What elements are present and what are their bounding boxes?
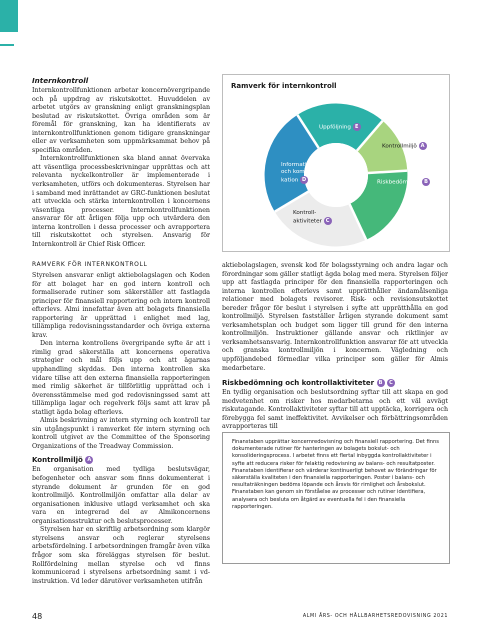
corner-accent [0,0,18,32]
badge-a: A [419,142,427,150]
badge-a-heading: A [85,456,93,464]
risk-heading: Riskbedömning och kontrollaktiviteter B C [222,379,448,387]
kontrollmiljo-paragraph-1: En organisation med tydliga beslutsvägar, befogenheter och ansvar som finns dokumenterat i styrande dokument är grunden för en god kontrollmiljö. Kontrollmiljön omfattar alla delar av organisationen inklusive utlagd verksamhet och ska vara en integrerad del av Almikoncernens organisationsstruktur och beslutsprocesser. [32,466,210,525]
box-text: Finanstaben upprättar koncernredovisning och finansiell rapportering. Det finns dokumenterade rutiner för hanteringen av bolagets bokslut- och konsolideringsprocess. I arbetet finns ett flertal inbyggda kontrollaktiviteter i syfte att reducera risker för felaktig redovisning av balans- och resultatposter. Finanstaben identifierar och värderar kontinuerligt behovet av förändringar för säkerställa kvaliteten i den finansiella rapporteringen. Poster i balans- och resultaträkningen bedöms löpande och årsvis för rimlighet och årsbokslut. Finanstaben kan genom sin förståelse av processer och rutiner identifiera, analysera och besluta om åtgärd av eventuella fel i den finansiella rapporteringen. [232,439,440,510]
framework-diagram [222,74,450,252]
internkontroll-section [32,76,210,249]
label-kontrollmiljo: Kontrollmiljö A [382,142,427,150]
badge-b: B [422,178,430,186]
diagram-wheel [223,75,449,251]
corner-rule [0,44,14,46]
badge-b-heading: B [377,379,385,387]
right-paragraph: aktiebolagslagen, svensk kod för bolagsstyrning och andra lagar och förordningar som gäller statligt ägda bolag med mera. Styrelsen följer upp att fastlagda principer för den finansiella rapporteringen och interna kontrollen efterlevs samt upprätthåller ändamålsenliga relationer med bolagets revisorer. Risk- och revisionsutskottet bereder frågor för beslut i styrelsen i syfte att upprätthålla en god kontrollmiljö. Styrelsen fastställer årligen styrande dokument samt verksamhetsplan och budget som ligger till grund för den interna kontrollmiljön. Instruktioner gällande ansvar och riktlinjer av verksamhetsansvarig. Internkontrollfunktion ansvarar för att utveckla och granska kontrollmiljön i koncernen. Vägledning och uppföljandebed förmedlar vilka principer som gäller för Almis medarbetare. [222,262,448,372]
label-kontrollaktiviteter: Kontroll- aktiviteter C [293,210,332,225]
section-title: Internkontroll [32,76,89,85]
kontrollmiljo-paragraph-2: Styrelsen har en skriftlig arbetsordning som klargör styrelsens ansvar och reglerar styrelsens arbetsfördelning. I arbetsordningen framgår även vilka frågor som ska föreläggas styrelsen för beslut. Rollfördelning mellan styrelse och vd finns kommunicerad i styrelsens arbetsordning samt i vd-instruktion. Vd leder därutöver verksamheten utifrån [32,526,210,585]
label-uppfoljning: Uppföljning E [319,123,361,131]
ramverk-paragraph-1: Styrelsen ansvarar enligt aktiebolagslagen och Koden för att bolaget har en god intern kontroll och formaliserade rutiner som säkerställer att fastlagda principer för finansiell rapportering och intern kontroll efterlevs. Almi innefattar även att bolagets finansiella rapportering är upprättad i enlighet med lag, tillämpliga redovisningsstandarder och övriga externa krav. [32,272,210,339]
finance-info-box [222,432,450,564]
right-column-body [222,262,448,432]
left-column-body [32,261,210,586]
kontrollmiljo-heading: Kontrollmiljö A [32,456,210,464]
label-information: Information och kommuni- kation D [281,162,321,184]
badge-c-heading: C [387,379,395,387]
intro-paragraph-1: Internkontrollfunktionen arbetar koncernövergripande och på uppdrag av riskutskottet. Huvuddelen av arbetet utgörs av granskning enligt granskningsplan beslutad av riskutskottet. Övriga områden som är föremål för granskning, kan ha identifierats av internkontrollfunktionen genom tidigare granskningar eller av verksamheten som uppmärksammat behov på specifika områden. [32,87,210,154]
diagram-title: Ramverk för internkontroll [231,82,337,90]
footer-text: ALMI ÅRS- OCH HÅLLBARHETSREDOVISNING 2021 [302,614,448,619]
badge-d: D [302,176,307,183]
badge-e: E [353,123,361,131]
badge-c: C [324,217,332,225]
label-riskbedomning: Riskbedömning B [377,178,430,186]
ramverk-paragraph-2: Den interna kontrollens övergripande syfte är att i rimlig grad säkerställa att koncernens operativa strategier och mål följs upp och att ägarnas upphandling skyddas. Den interna kontrollen ska vidare tillse att den externa finansiella rapporteringen med rimlig säkerhet är tillförlitlig upprättad och i överensstämmelse med god redovisningssed samt att tillämpliga lagar och regelverk följs samt att krav på statligt ägda bolag efterlevs. [32,340,210,416]
ramverk-paragraph-3: Almis beskrivning av intern styrning och kontroll tar sin utgångspunkt i ramverket för intern styrning och kontroll utgivet av the Committee of the Sponsoring Organizations of the Treadway Commission. [32,417,210,450]
page-number: 48 [32,612,43,621]
ramverk-heading: RAMVERK FÖR INTERNKONTROLL [32,261,148,268]
risk-paragraph: En tydlig organisation och beslutsordning syftar till att skapa en god medvetenhet om risker hos medarbetarna och ett väl avvägt riskutagande. Kontrollaktiviteter syftar till att upptäcka, korrigera och förebygga fel samt ineffektivitet. Avvikelser och förbättringsområden avrapporteras till [222,389,448,431]
intro-paragraph-2: Internkontrollfunktionen ska bland annat övervaka att väsentliga processbeskrivningar upprättas och att relevanta nyckelkontroller är implementerade i verksamheten, utförs och dokumenteras. Styrelsen har i samband med inrättandet av GRC-funktionen beslutat att utveckla och stärka internkontrollen i koncernens väsentliga processer. Internkontrollfunktionen ansvarar för att årligen följa upp och utvärdera den interna kontrollen i dessa processer och avrapportera till riskutskottet och styrelsen. Ansvarig för Internkontroll är Chief Risk Officer. [32,155,210,248]
